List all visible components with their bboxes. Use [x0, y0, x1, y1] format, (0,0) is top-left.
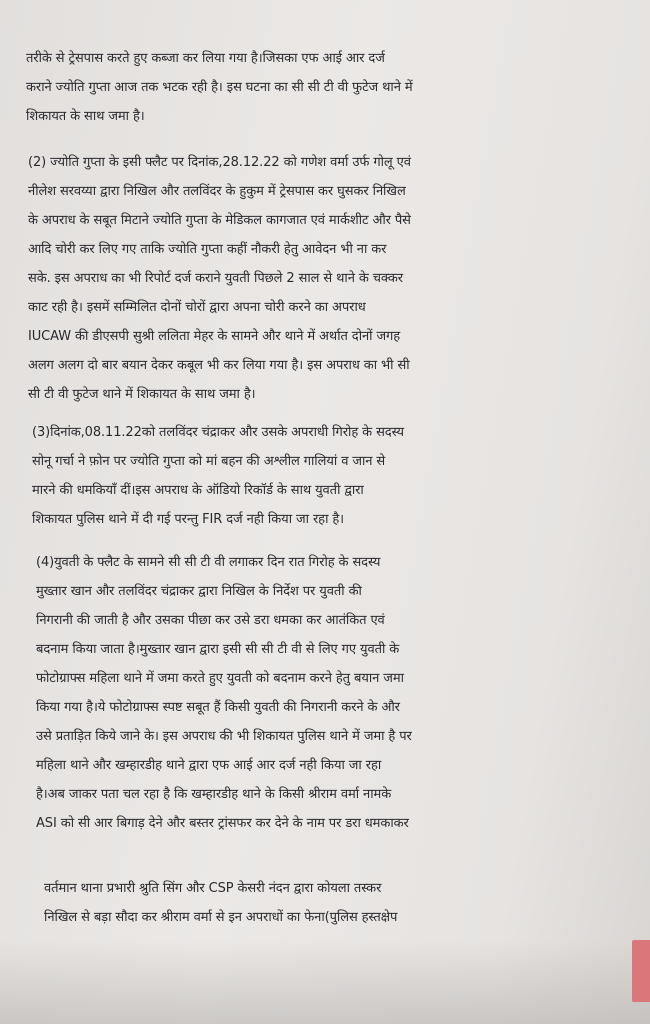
- text-line: सके. इस अपराध का भी रिपोर्ट दर्ज कराने युवती पिछले 2 साल से थाने के चक्कर: [28, 271, 403, 286]
- paragraph-4: [36, 548, 412, 838]
- text-line: कराने ज्योति गुप्ता आज तक भटक रही है। इस घटना का सी सी टी वी फुटेज थाने में: [26, 80, 413, 95]
- text-line: सी टी वी फुटेज थाने में शिकायत के साथ जमा है।: [28, 387, 256, 402]
- page-shadow: [0, 940, 650, 1024]
- text-line: निगरानी की जाती है और उसका पीछा कर उसे डरा धमका कर आतंकित एवं: [36, 613, 385, 628]
- text-line: IUCAW की डीएसपी सुश्री ललिता मेहर के सामने और थाने में अर्थात दोनों जगह: [28, 329, 401, 344]
- page-edge-tab: [632, 940, 650, 1002]
- text-line: निखिल से बड़ा सौदा कर श्रीराम वर्मा से इन अपराधों का फेना(पुलिस हस्तक्षेप: [44, 910, 398, 925]
- text-line: बदनाम किया जाता है।मुख्तार खान द्वारा इसी सी सी टी वी से लिए गए युवती के: [36, 642, 400, 657]
- text-line: (4)युवती के फ्लैट के सामने सी सी टी वी लगाकर दिन रात गिरोह के सदस्य: [36, 555, 381, 570]
- text-line: नीलेश सरवय्या द्वारा निखिल और तलविंदर के हुकुम में ट्रेसपास कर घुसकर निखिल: [28, 184, 406, 199]
- text-line: आदि चोरी कर लिए गए ताकि ज्योति गुप्ता कहीं नौकरी हेतु आवेदन भी ना कर: [28, 242, 387, 257]
- text-line: ASI को सी आर बिगाड़ देने और बस्तर ट्रांसफर कर देने के नाम पर डरा धमकाकर: [36, 816, 409, 831]
- paragraph-5: [44, 874, 397, 932]
- text-line: है।अब जाकर पता चल रहा है कि खम्हारडीह थाने के किसी श्रीराम वर्मा नामके: [36, 787, 392, 802]
- text-line: तरीके से ट्रेसपास करते हुए कब्जा कर लिया गया है।जिसका एफ आई आर दर्ज: [26, 51, 385, 66]
- text-line: वर्तमान थाना प्रभारी श्रुति सिंग और CSP केसरी नंदन द्वारा कोयला तस्कर: [44, 881, 382, 896]
- text-line: मुख्तार खान और तलविंदर चंद्राकर द्वारा निखिल के निर्देश पर युवती की: [36, 584, 362, 599]
- text-line: मारने की धमकियाँ दीं।इस अपराध के ऑडियो रिकॉर्ड के साथ युवती द्वारा: [32, 483, 364, 498]
- paragraph-2: [28, 148, 411, 409]
- text-line: सोनू गर्चा ने फ़ोन पर ज्योति गुप्ता को मां बहन की अश्लील गालियां व जान से: [32, 454, 386, 469]
- text-line: किया गया है।ये फोटोग्राफ्स स्पष्ट सबूत हैं किसी युवती की निगरानी करने के और: [36, 700, 400, 715]
- paragraph-3: [32, 418, 404, 534]
- text-line: महिला थाने और खम्हारडीह थाने द्वारा एफ आई आर दर्ज नही किया जा रहा: [36, 758, 382, 773]
- text-line: फोटोग्राफ्स महिला थाने में जमा करते हुए युवती को बदनाम करने हेतु बयान जमा: [36, 671, 404, 686]
- text-line: उसे प्रताड़ित किये जाने के। इस अपराध की भी शिकायत पुलिस थाने में जमा है पर: [36, 729, 412, 744]
- text-line: के अपराध के सबूत मिटाने ज्योति गुप्ता के मेडिकल कागजात एवं मार्कशीट और पैसे: [28, 213, 411, 228]
- paragraph-1: [26, 44, 413, 131]
- text-line: काट रही है। इसमें सम्मिलित दोनों चोरों द्वारा अपना चोरी करने का अपराध: [28, 300, 366, 315]
- text-line: (2) ज्योति गुप्ता के इसी फ्लैट पर दिनांक,28.12.22 को गणेश वर्मा उर्फ गोलू एवं: [28, 155, 411, 170]
- text-line: शिकायत के साथ जमा है।: [26, 109, 145, 124]
- text-line: अलग अलग दो बार बयान देकर कबूल भी कर लिया गया है। इस अपराध का भी सी: [28, 358, 410, 373]
- text-line: (3)दिनांक,08.11.22को तलविंदर चंद्राकर और उसके अपराधी गिरोह के सदस्य: [32, 425, 404, 440]
- text-line: शिकायत पुलिस थाने में दी गई परन्तु FIR दर्ज नही किया जा रहा है।: [32, 512, 344, 527]
